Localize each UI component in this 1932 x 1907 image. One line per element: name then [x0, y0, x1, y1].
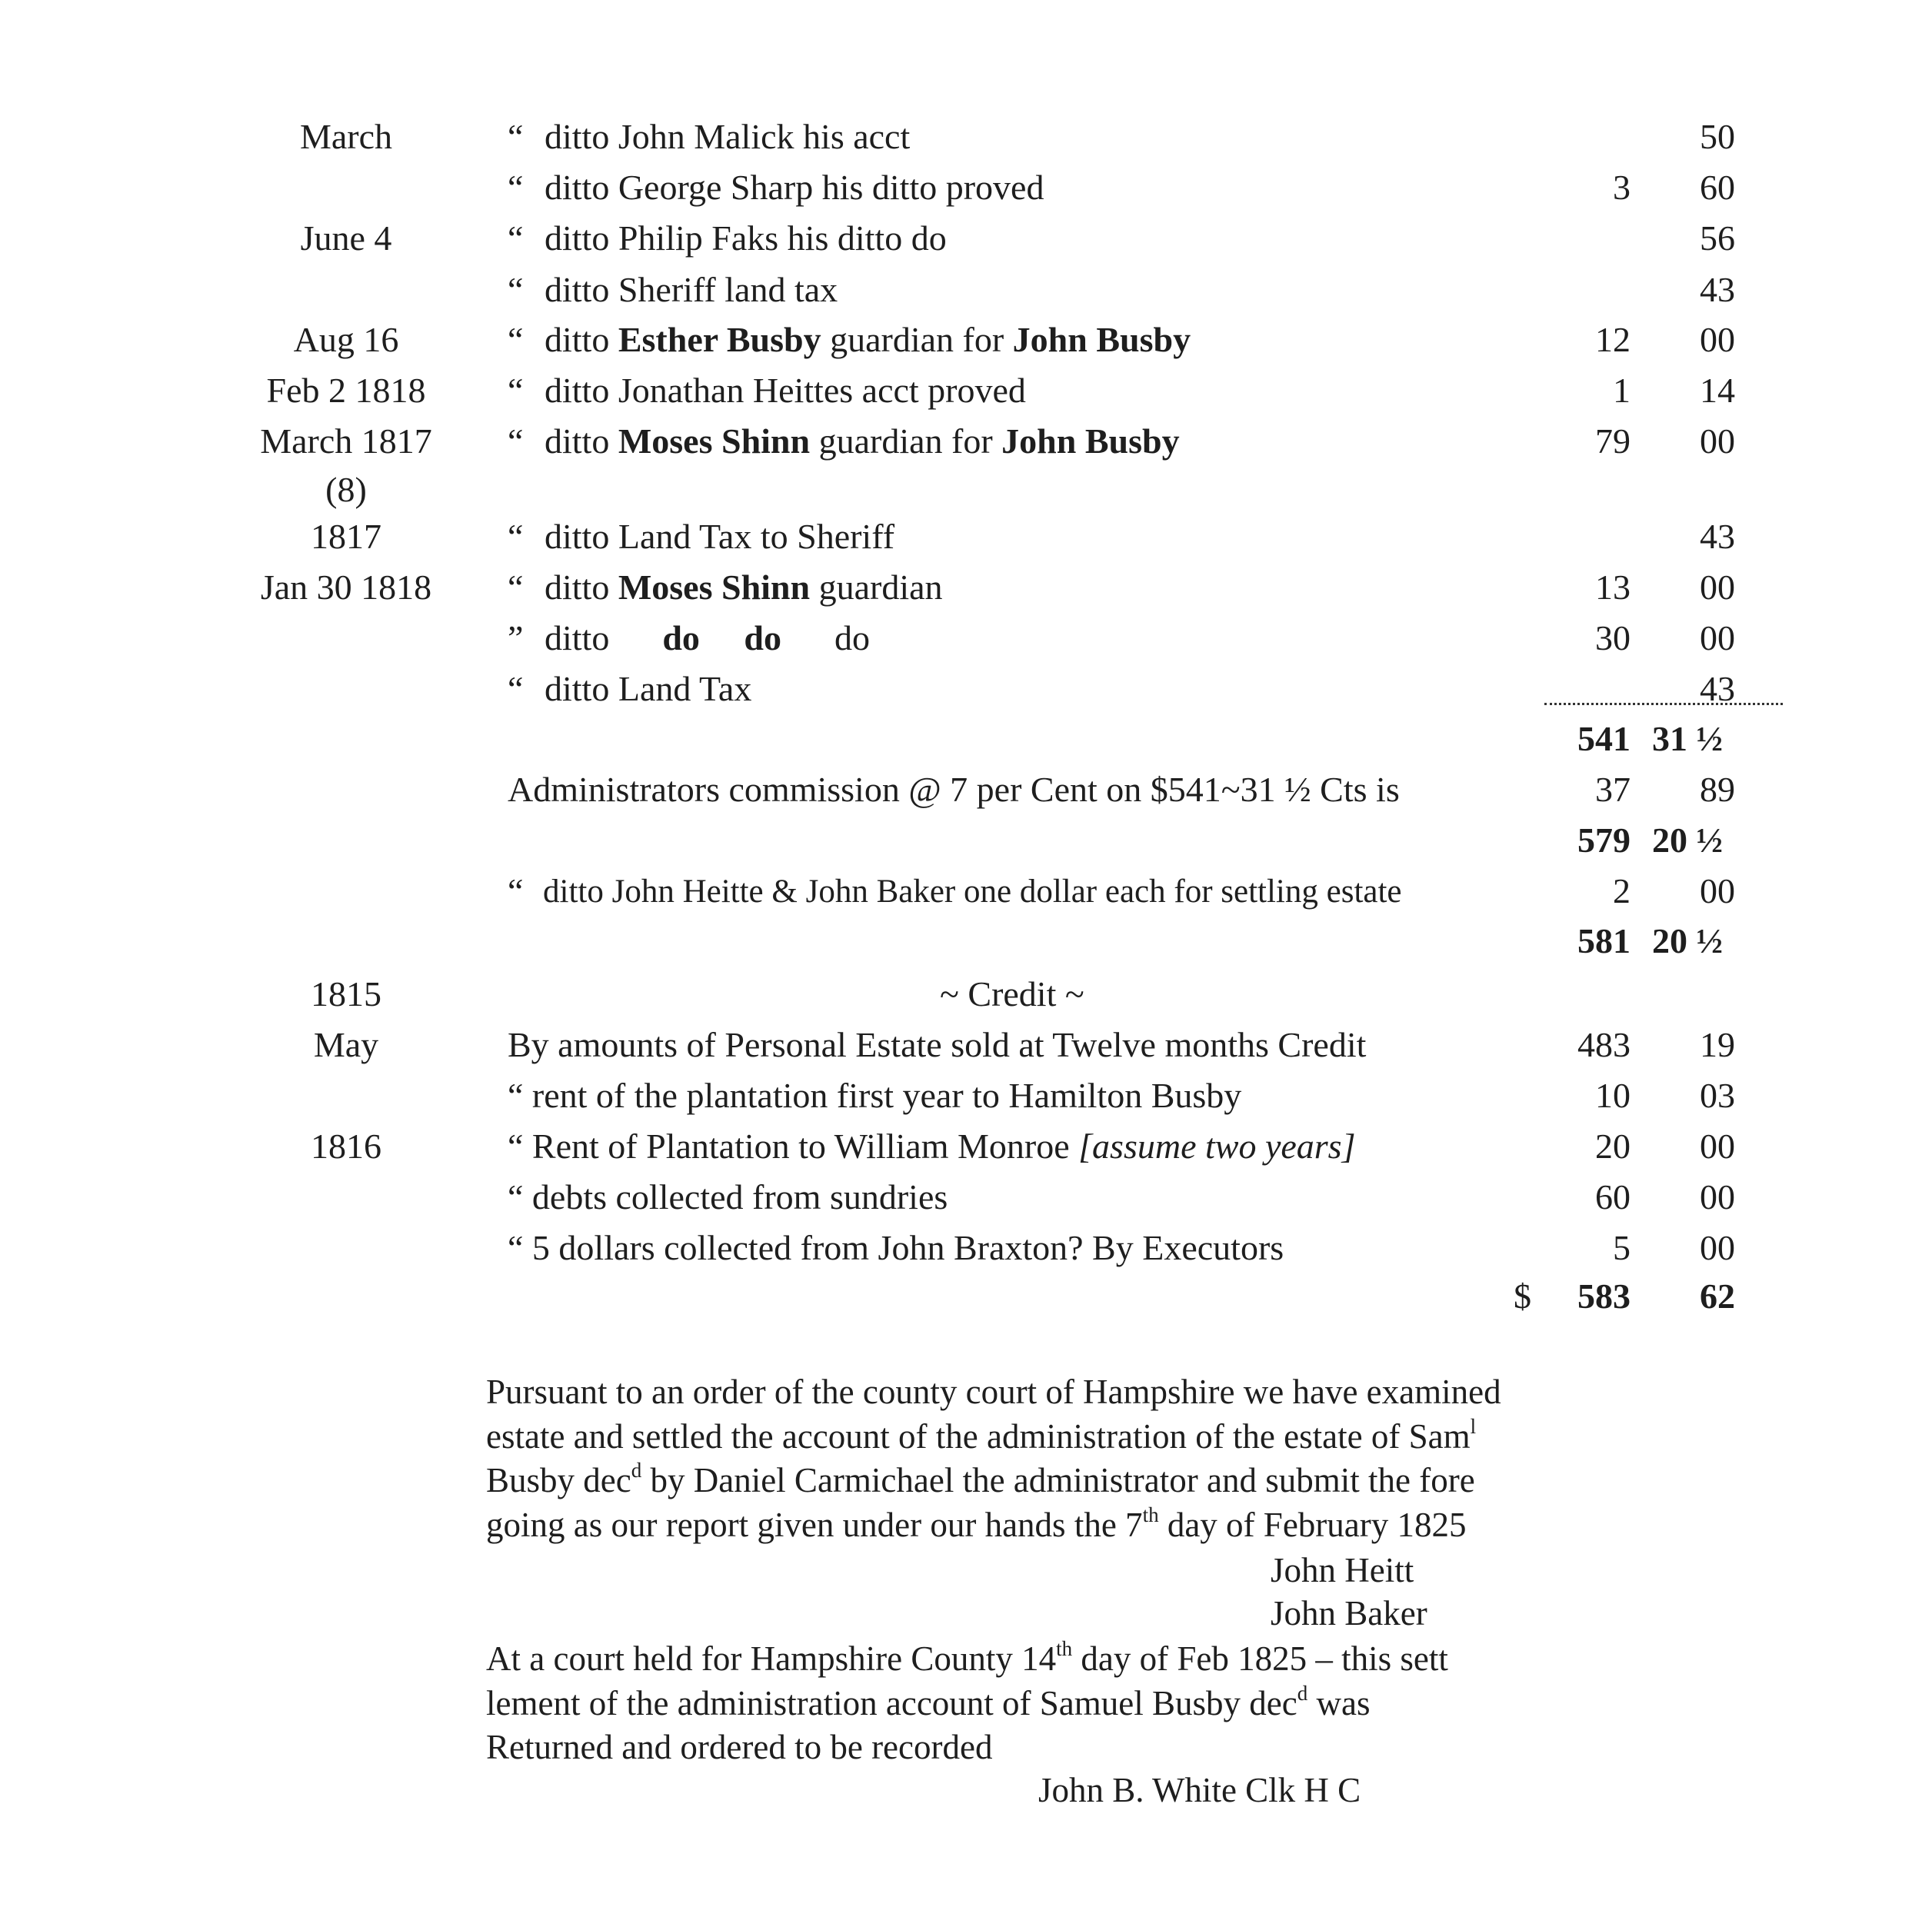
- commission-desc: Administrators commission @ 7 per Cent on $541~31 ½ Cts is: [508, 770, 1400, 809]
- entry-cents: 43: [1700, 270, 1735, 309]
- text-run: guardian for: [810, 421, 1002, 461]
- report-line: [486, 1415, 1477, 1456]
- subtotal-1-dollars: 541: [1577, 719, 1631, 758]
- entry-cents: 00: [1700, 421, 1735, 461]
- entry-description: [545, 618, 871, 657]
- entry-cents: 43: [1700, 669, 1735, 708]
- text-run: ditto Jonathan Heittes acct proved: [545, 371, 1026, 410]
- text-run: ditto John Malick his acct: [545, 117, 911, 156]
- entry-description: [545, 218, 947, 258]
- entry-cents: 60: [1700, 168, 1735, 207]
- credit-total-cents: 62: [1700, 1276, 1735, 1316]
- entry-dollars: 5: [1613, 1228, 1631, 1267]
- entry-date: Feb 2 1818: [266, 371, 426, 410]
- settling-mark: “: [508, 871, 524, 910]
- report-line: [486, 1375, 1501, 1409]
- ditto-mark: “: [508, 117, 524, 156]
- signature-2: John Baker: [1271, 1594, 1427, 1632]
- ditto-mark: “: [508, 320, 524, 359]
- entry-description: [508, 1027, 1366, 1063]
- text-run: ditto Land Tax to Sheriff: [545, 517, 895, 556]
- text-run: Busby dec: [486, 1461, 631, 1499]
- credit-total-dollars: 583: [1577, 1276, 1631, 1316]
- entry-description: [545, 421, 1180, 461]
- ditto-mark: “: [508, 517, 524, 556]
- text-run: ditto: [545, 618, 663, 657]
- entry-dollars: 60: [1595, 1177, 1631, 1216]
- entry-dollars: 13: [1595, 567, 1631, 607]
- entry-description: [508, 1177, 948, 1216]
- court-line: [486, 1730, 992, 1765]
- text-run: At a court held for Hampshire County 14: [486, 1639, 1057, 1678]
- entry-description: [545, 519, 894, 554]
- text-run: th: [1056, 1637, 1073, 1661]
- text-run: th: [1142, 1503, 1159, 1527]
- entry-date: 1816: [311, 1127, 381, 1166]
- subtotal-1-cents: 31 ½: [1652, 719, 1723, 758]
- entry-dollars: 79: [1595, 421, 1631, 461]
- text-run: ditto Land Tax: [545, 669, 752, 708]
- entry-cents: 00: [1700, 618, 1735, 657]
- report-line: [486, 1459, 1475, 1499]
- settling-dollars: 2: [1613, 871, 1631, 910]
- entry-cents: 00: [1700, 567, 1735, 607]
- text-run: John Busby: [1012, 320, 1191, 359]
- text-run: Returned and ordered to be recorded: [486, 1728, 993, 1766]
- entry-date: Jan 30 1818: [260, 567, 432, 607]
- entry-date: May: [313, 1025, 379, 1064]
- text-run: “ rent of the plantation first year to Hamilton Busby: [508, 1076, 1242, 1115]
- entry-description: [508, 1129, 1355, 1164]
- text-run: going as our report given under our hands the 7: [486, 1506, 1143, 1544]
- entry-description: [545, 272, 838, 308]
- text-run: ditto: [545, 320, 618, 359]
- text-run: Moses Shinn: [618, 421, 811, 461]
- text-run: By amounts of Personal Estate sold at Twelve months Credit: [508, 1025, 1367, 1064]
- text-run: d: [631, 1459, 642, 1483]
- ditto-mark: ”: [508, 618, 524, 657]
- debit-total-dollars: 581: [1577, 921, 1631, 960]
- text-run: [assume two years]: [1078, 1127, 1356, 1166]
- signature-1: John Heitt: [1271, 1551, 1414, 1589]
- text-run: by Daniel Carmichael the administrator and submit the fore: [641, 1461, 1475, 1499]
- ditto-mark: “: [508, 669, 524, 708]
- entry-dollars: 3: [1613, 168, 1631, 207]
- text-run: estate and settled the account of the administration of the estate of Sam: [486, 1417, 1471, 1456]
- entry-date: June 4: [300, 218, 392, 258]
- text-run: was: [1307, 1684, 1371, 1722]
- text-run: “ Rent of Plantation to William Monroe: [508, 1127, 1079, 1166]
- text-run: ditto Philip Faks his ditto do: [545, 218, 947, 258]
- entry-description: [545, 373, 1026, 408]
- text-run: ditto: [545, 567, 618, 607]
- subtotal-2-dollars: 579: [1577, 820, 1631, 860]
- entry-dollars: 30: [1595, 618, 1631, 657]
- clerk-signature: John B. White Clk H C: [1038, 1771, 1361, 1809]
- text-run: lement of the administration account of Samuel Busby dec: [486, 1684, 1297, 1722]
- entry-description: [545, 567, 943, 607]
- text-run: “ debts collected from sundries: [508, 1177, 948, 1216]
- report-line: [486, 1503, 1467, 1544]
- entry-cents: 03: [1700, 1076, 1735, 1115]
- entry-dollars: 10: [1595, 1076, 1631, 1115]
- text-run: ditto: [545, 421, 618, 461]
- court-line: [486, 1637, 1448, 1678]
- entry-cents: 00: [1700, 320, 1735, 359]
- text-run: do: [781, 618, 871, 657]
- debit-total-cents: 20 ½: [1652, 921, 1723, 960]
- entry-dollars: 20: [1595, 1127, 1631, 1166]
- ditto-mark: “: [508, 567, 524, 607]
- commission-dollars: 37: [1595, 770, 1631, 809]
- text-run: ditto Sheriff land tax: [545, 270, 838, 309]
- text-run: d: [1297, 1682, 1308, 1706]
- entry-cents: 00: [1700, 1177, 1735, 1216]
- entry-dollars: 483: [1577, 1025, 1631, 1064]
- entry-dollars: 12: [1595, 320, 1631, 359]
- text-run: ditto George Sharp his ditto proved: [545, 168, 1044, 207]
- settling-desc: ditto John Heitte & John Baker one dollar each for settling estate: [543, 874, 1402, 910]
- entry-date: 1817: [311, 517, 381, 556]
- subtotal-rule: [1544, 703, 1783, 705]
- credit-total-currency: $: [1514, 1276, 1531, 1316]
- entry-description: [508, 1230, 1284, 1266]
- text-run: guardian: [810, 567, 943, 607]
- entry-cents: 43: [1700, 517, 1735, 556]
- text-run: l: [1470, 1415, 1477, 1439]
- ditto-mark: “: [508, 421, 524, 461]
- ditto-mark: “: [508, 218, 524, 258]
- entry-description: [545, 119, 910, 155]
- text-run: day of Feb 1825 – this sett: [1072, 1639, 1448, 1678]
- commission-cents: 89: [1700, 770, 1735, 809]
- subtotal-2-cents: 20 ½: [1652, 820, 1723, 860]
- entry-dollars: 1: [1613, 371, 1631, 410]
- text-run: do do: [662, 618, 782, 657]
- text-run: guardian for: [821, 320, 1013, 359]
- court-line: [486, 1682, 1371, 1722]
- entry-cents: 50: [1700, 117, 1735, 156]
- text-run: Pursuant to an order of the county court of Hampshire we have examined: [486, 1373, 1501, 1411]
- credit-year: 1815: [311, 974, 381, 1013]
- ditto-mark: “: [508, 270, 524, 309]
- text-run: Esther Busby: [618, 320, 821, 359]
- entry-date: Aug 16: [293, 320, 399, 359]
- settling-cents: 00: [1700, 871, 1735, 910]
- text-run: Moses Shinn: [618, 567, 811, 607]
- entry-description: [508, 1078, 1241, 1113]
- entry-cents: 19: [1700, 1025, 1735, 1064]
- text-run: day of February 1825: [1158, 1506, 1467, 1544]
- ditto-mark: “: [508, 168, 524, 207]
- entry-description: [545, 170, 1044, 205]
- ditto-mark: “: [508, 371, 524, 410]
- entry-description: [545, 322, 1191, 358]
- entry-cents: 14: [1700, 371, 1735, 410]
- entry-date: March 1817: [260, 421, 432, 461]
- entry-cents: 00: [1700, 1228, 1735, 1267]
- entry-description: [545, 671, 751, 707]
- entry-date: (8): [325, 470, 367, 509]
- entry-cents: 00: [1700, 1127, 1735, 1166]
- text-run: “ 5 dollars collected from John Braxton? By Executors: [508, 1228, 1284, 1267]
- entry-cents: 56: [1700, 218, 1735, 258]
- entry-date: March: [299, 117, 393, 156]
- credit-heading: ~ Credit ~: [940, 974, 1084, 1013]
- text-run: John Busby: [1001, 421, 1180, 461]
